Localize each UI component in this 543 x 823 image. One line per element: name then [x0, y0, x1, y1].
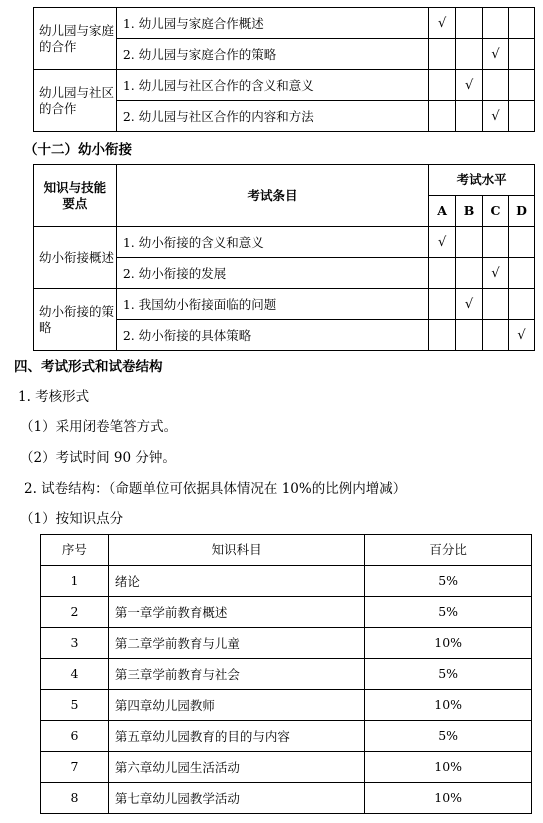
item-cell: 1. 幼儿园与社区合作的含义和意义 — [116, 70, 428, 101]
level-c-mark — [483, 227, 509, 258]
table-header-row — [34, 165, 535, 196]
topic-cell: 幼儿园与社区的合作 — [34, 70, 117, 132]
level-c-mark: √ — [483, 101, 509, 132]
row-number: 2 — [41, 597, 109, 628]
level-d-mark — [509, 289, 535, 320]
table-transition — [33, 164, 535, 351]
section-heading-12: （十二）幼小衔接 — [24, 142, 132, 158]
item-cell: 1. 幼儿园与家庭合作概述 — [116, 8, 428, 39]
item-header: 考试条目 — [116, 165, 428, 227]
percent-cell: 5% — [365, 721, 532, 752]
table-row — [41, 628, 532, 659]
subject-cell: 第六章幼儿园生活活动 — [108, 752, 364, 783]
item-cell: 1. 幼小衔接的含义和意义 — [116, 227, 428, 258]
percent-cell: 5% — [365, 659, 532, 690]
row-number: 3 — [41, 628, 109, 659]
table-row — [41, 690, 532, 721]
no-header: 序号 — [41, 535, 109, 566]
level-c-mark — [483, 70, 509, 101]
level-a-header: A — [429, 196, 456, 227]
level-d-mark — [509, 70, 535, 101]
level-a-mark — [429, 289, 456, 320]
level-d-mark — [509, 101, 535, 132]
level-d-mark — [509, 227, 535, 258]
level-b-mark — [456, 320, 483, 351]
subject-cell: 第二章学前教育与儿童 — [108, 628, 364, 659]
percent-cell: 10% — [365, 783, 532, 814]
table-row — [41, 566, 532, 597]
level-d-mark — [509, 39, 535, 70]
level-a-mark — [429, 70, 456, 101]
level-b-mark — [456, 8, 483, 39]
paragraph-line: （1）采用闭卷笔答方式。 — [20, 419, 178, 435]
level-d-mark — [509, 8, 535, 39]
paragraph-line: （1）按知识点分 — [20, 511, 124, 527]
table-row — [41, 721, 532, 752]
row-number: 8 — [41, 783, 109, 814]
topic-cell: 幼小衔接的策略 — [34, 289, 117, 351]
level-b-mark: √ — [456, 70, 483, 101]
row-number: 4 — [41, 659, 109, 690]
item-cell: 2. 幼小衔接的发展 — [116, 258, 428, 289]
table-row — [41, 597, 532, 628]
subject-cell: 第四章幼儿园教师 — [108, 690, 364, 721]
level-c-mark: √ — [483, 258, 509, 289]
subject-cell: 第七章幼儿园教学活动 — [108, 783, 364, 814]
table-row — [41, 659, 532, 690]
section-heading-4: 四、考试形式和试卷结构 — [14, 359, 163, 375]
level-c-mark — [483, 289, 509, 320]
table-row — [34, 227, 535, 258]
level-b-mark: √ — [456, 289, 483, 320]
level-c-mark — [483, 320, 509, 351]
table-row — [34, 70, 535, 101]
level-c-mark — [483, 8, 509, 39]
table-row — [41, 752, 532, 783]
level-header: 考试水平 — [429, 165, 535, 196]
subject-cell: 第五章幼儿园教育的目的与内容 — [108, 721, 364, 752]
topic-cell: 幼儿园与家庭的合作 — [34, 8, 117, 70]
level-d-header: D — [509, 196, 535, 227]
level-b-mark — [456, 227, 483, 258]
item-cell: 2. 幼小衔接的具体策略 — [116, 320, 428, 351]
table-header-row — [41, 535, 532, 566]
row-number: 6 — [41, 721, 109, 752]
level-b-mark — [456, 39, 483, 70]
table-knowledge-percent — [40, 534, 532, 814]
level-c-header: C — [483, 196, 509, 227]
percent-header: 百分比 — [365, 535, 532, 566]
table-row — [41, 783, 532, 814]
percent-cell: 10% — [365, 628, 532, 659]
item-cell: 1. 我国幼小衔接面临的问题 — [116, 289, 428, 320]
level-a-mark — [429, 101, 456, 132]
level-d-mark: √ — [509, 320, 535, 351]
level-a-mark: √ — [429, 227, 456, 258]
item-cell: 2. 幼儿园与社区合作的内容和方法 — [116, 101, 428, 132]
row-number: 5 — [41, 690, 109, 721]
paragraph-line: 2. 试卷结构：（命题单位可依据具体情况在 10%的比例内增减） — [24, 481, 407, 497]
paragraph-line: 1. 考核形式 — [18, 389, 90, 405]
level-b-mark — [456, 101, 483, 132]
percent-cell: 5% — [365, 566, 532, 597]
table-row — [34, 289, 535, 320]
table-cooperation — [33, 7, 535, 132]
level-a-mark — [429, 39, 456, 70]
row-number: 7 — [41, 752, 109, 783]
percent-cell: 10% — [365, 690, 532, 721]
item-cell: 2. 幼儿园与家庭合作的策略 — [116, 39, 428, 70]
level-a-mark — [429, 258, 456, 289]
topic-cell: 幼小衔接概述 — [34, 227, 117, 289]
subject-header: 知识科目 — [108, 535, 364, 566]
level-a-mark — [429, 320, 456, 351]
paragraph-line: （2）考试时间 90 分钟。 — [20, 450, 176, 466]
level-a-mark: √ — [429, 8, 456, 39]
percent-cell: 5% — [365, 597, 532, 628]
subject-cell: 第三章学前教育与社会 — [108, 659, 364, 690]
topic-header: 知识与技能要点 — [34, 165, 117, 227]
percent-cell: 10% — [365, 752, 532, 783]
level-c-mark: √ — [483, 39, 509, 70]
row-number: 1 — [41, 566, 109, 597]
level-b-header: B — [456, 196, 483, 227]
level-b-mark — [456, 258, 483, 289]
subject-cell: 绪论 — [108, 566, 364, 597]
subject-cell: 第一章学前教育概述 — [108, 597, 364, 628]
table-row — [34, 8, 535, 39]
level-d-mark — [509, 258, 535, 289]
